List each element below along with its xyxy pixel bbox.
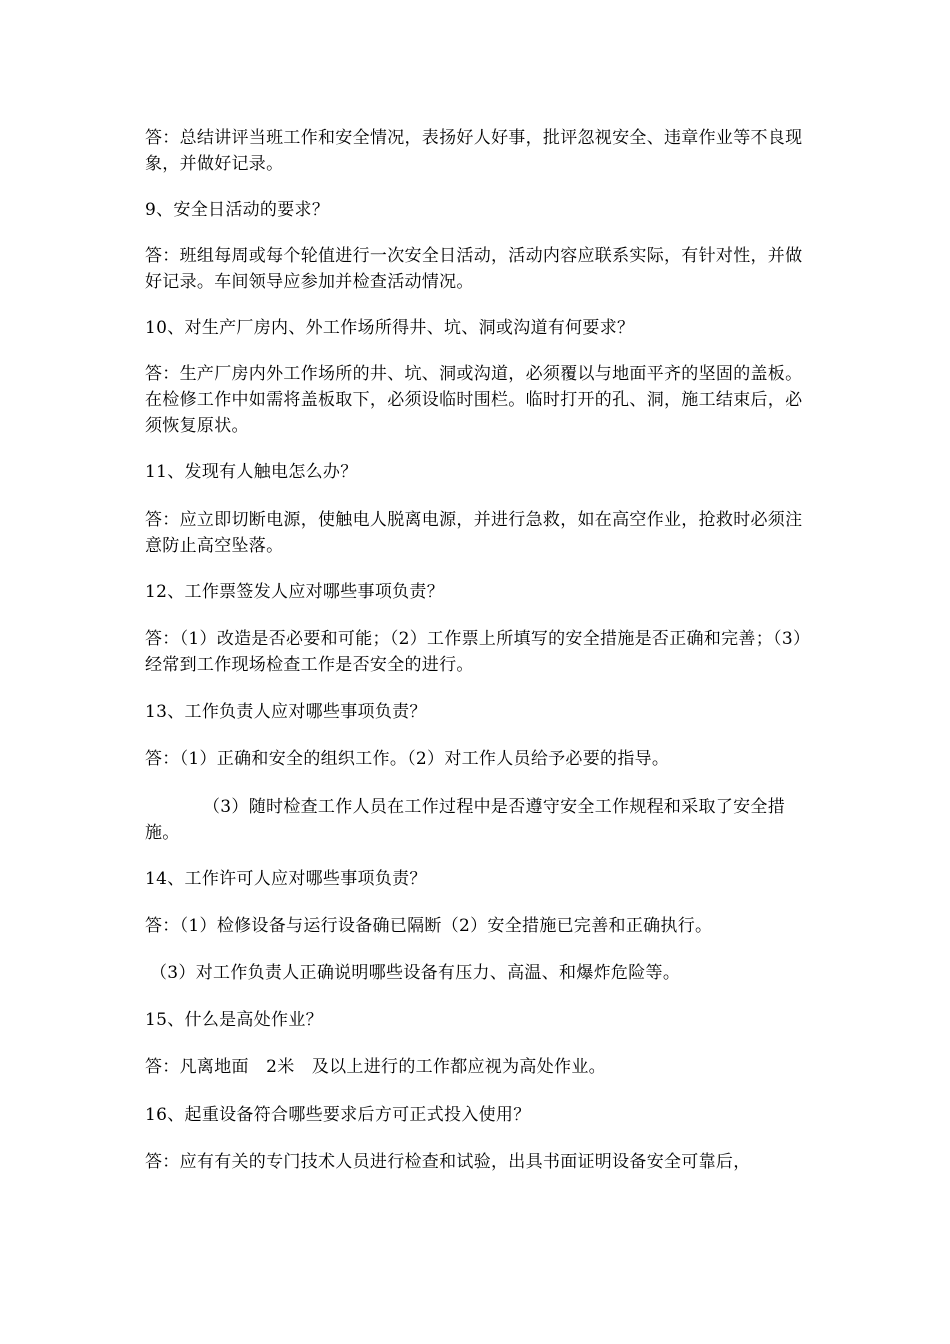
answer-9-paragraph: 答：班组每周或每个轮值进行一次安全日活动，活动内容应联系实际，有针对性，并做好记录。车间领导应参加并检查活动情况。	[145, 246, 803, 292]
question-12-heading: 12、工作票签发人应对哪些事项负责？	[145, 582, 445, 602]
answer-16-paragraph: 答：应有有关的专门技术人员进行检查和试验，出具书面证明设备安全可靠后，	[145, 1152, 751, 1172]
answer-11-paragraph: 答：应立即切断电源，使触电人脱离电源，并进行急救，如在高空作业，抢救时必须注意防止高空坠落。	[145, 510, 803, 556]
question-16-heading: 16、起重设备符合哪些要求后方可正式投入使用？	[145, 1105, 531, 1125]
answer-12-paragraph: 答：（1）改造是否必要和可能；（2）工作票上所填写的安全措施是否正确和完善；（3）经常到工作现场检查工作是否安全的进行。	[145, 629, 802, 675]
answer-14-paragraph: 答：（1）检修设备与运行设备确已隔断（2）安全措施已完善和正确执行。	[145, 916, 713, 936]
question-11-heading: 11、发现有人触电怎么办？	[145, 462, 358, 482]
answer-13-paragraph: 答：（1）正确和安全的组织工作。（2）对工作人员给予必要的指导。	[145, 749, 670, 769]
answer-10-paragraph: 答：生产厂房内外工作场所的井、坑、洞或沟道，必须覆以与地面平齐的坚固的盖板。在检修工作中如需将盖板取下，必须设临时围栏。临时打开的孔、洞，施工结束后，必须恢复原状。	[145, 364, 803, 436]
answer-15-paragraph: 答：凡离地面 2米 及以上进行的工作都应视为高处作业。	[145, 1057, 606, 1077]
answer-13-continuation: （3）随时检查工作人员在工作过程中是否遵守安全工作规程和采取了安全措施。	[145, 797, 786, 843]
question-10-heading: 10、对生产厂房内、外工作场所得井、坑、洞或沟道有何要求？	[145, 318, 635, 338]
question-13-heading: 13、工作负责人应对哪些事项负责？	[145, 702, 427, 722]
question-14-heading: 14、工作许可人应对哪些事项负责？	[145, 869, 427, 889]
answer-14-continuation: （3）对工作负责人正确说明哪些设备有压力、高温、和爆炸危险等。	[150, 963, 681, 983]
answer-8-paragraph: 答：总结讲评当班工作和安全情况，表扬好人好事，批评忽视安全、违章作业等不良现象，并做好记录。	[145, 128, 803, 174]
question-15-heading: 15、什么是高处作业？	[145, 1010, 323, 1030]
question-9-heading: 9、安全日活动的要求？	[145, 200, 330, 220]
